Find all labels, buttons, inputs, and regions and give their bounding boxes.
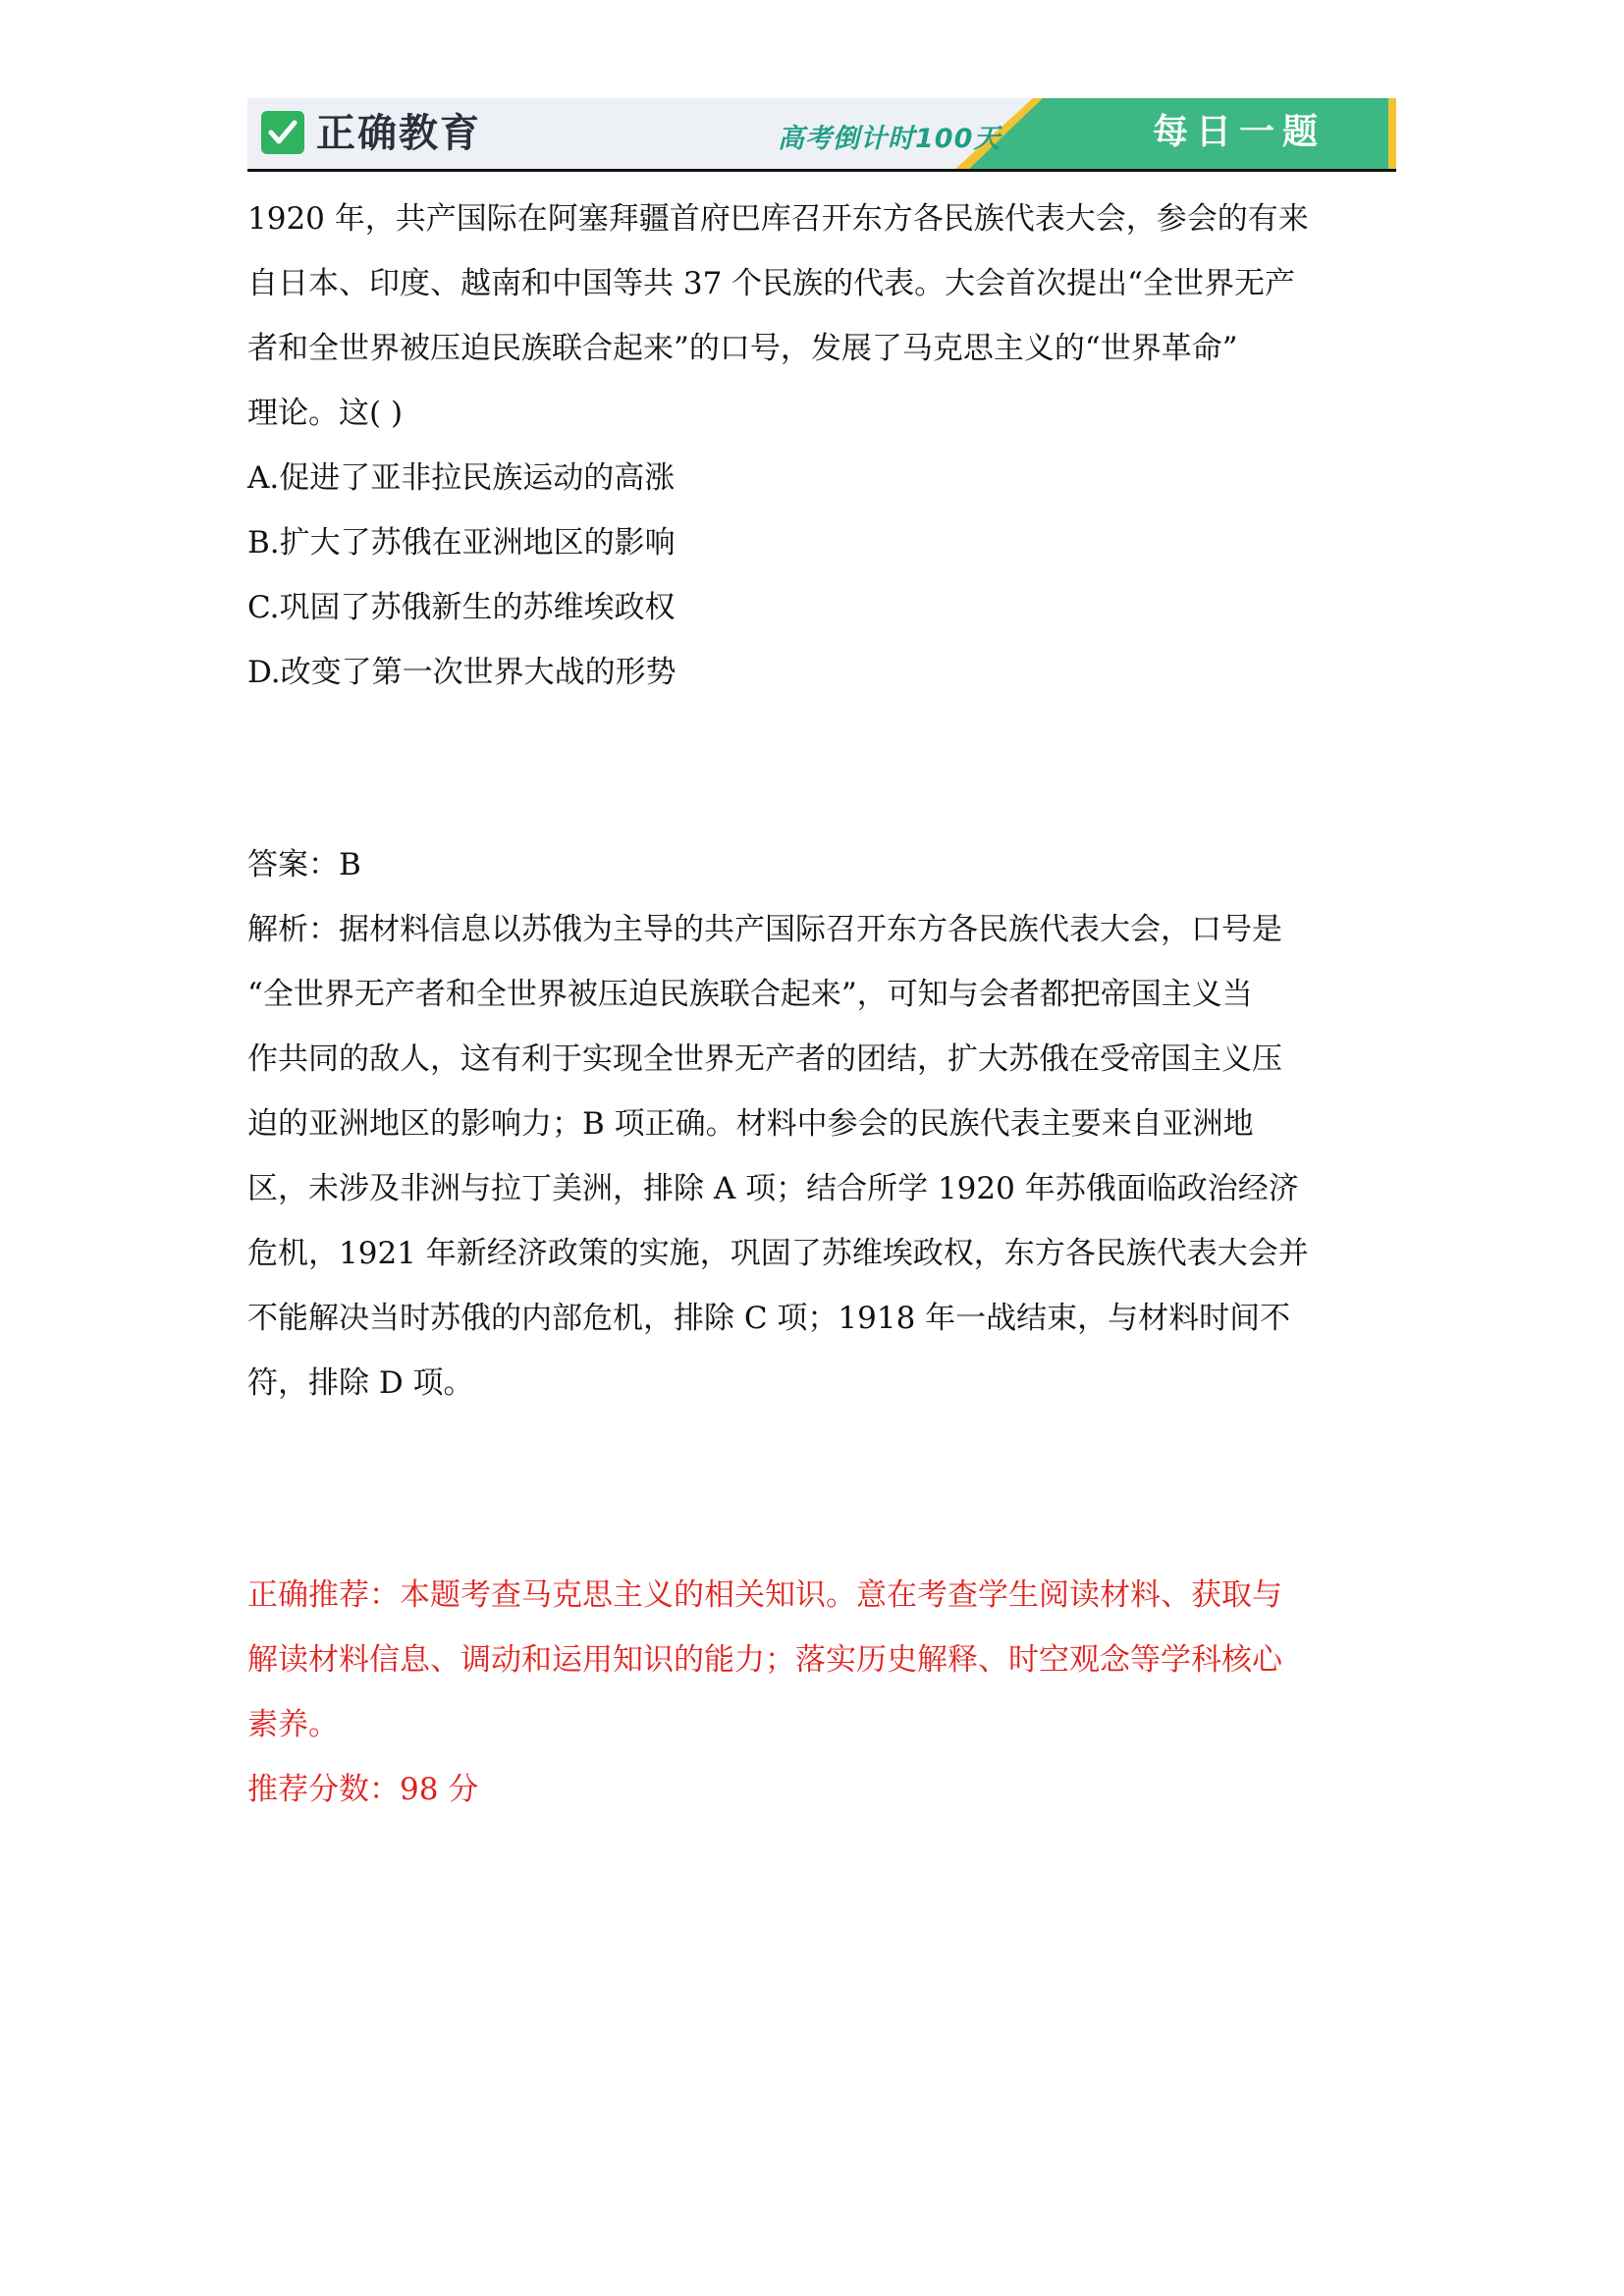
- option-c: C.巩固了苏俄新生的苏维埃政权: [247, 590, 676, 625]
- checkmark-icon: [261, 111, 304, 154]
- recommendation-line: 素养。: [247, 1707, 339, 1742]
- recommendation-section: [247, 1563, 1386, 1822]
- analysis-line: 作共同的敌人，这有利于实现全世界无产者的团结，扩大苏俄在受帝国主义压: [247, 1041, 1282, 1077]
- analysis-line: “全世界无产者和全世界被压迫民族联合起来”，可知与会者都把帝国主义当: [247, 977, 1253, 1012]
- question-stem: [247, 187, 1386, 446]
- brand-name: 正确教育: [316, 111, 481, 156]
- spacer: [247, 1415, 1386, 1563]
- header-rule: [247, 169, 1396, 172]
- stem-line: 理论。这( ): [247, 396, 404, 431]
- recommended-score: 推荐分数：98 分: [247, 1772, 479, 1807]
- analysis-line: 区，未涉及非洲与拉丁美洲，排除 A 项；结合所学 1920 年苏俄面临政治经济: [247, 1171, 1299, 1206]
- daily-question-title: 每日一题: [1153, 112, 1326, 152]
- option-d: D.改变了第一次世界大战的形势: [247, 655, 677, 690]
- option-a: A.促进了亚非拉民族运动的高涨: [247, 460, 676, 496]
- recommendation-line: 解读材料信息、调动和运用知识的能力；落实历史解释、时空观念等学科核心: [247, 1642, 1282, 1678]
- countdown-text: 高考倒计时100天: [778, 124, 1001, 154]
- options-list: [247, 446, 1386, 705]
- stem-line: 1920 年，共产国际在阿塞拜疆首府巴库召开东方各民族代表大会，参会的有来: [247, 201, 1309, 237]
- answer-label: 答案：B: [247, 847, 361, 882]
- spacer: [247, 705, 1386, 832]
- option-b: B.扩大了苏俄在亚洲地区的影响: [247, 525, 676, 561]
- document-body: [247, 187, 1386, 1822]
- analysis-line: 危机，1921 年新经济政策的实施，巩固了苏维埃政权，东方各民族代表大会并: [247, 1236, 1309, 1271]
- recommendation-line: 正确推荐：本题考查马克思主义的相关知识。意在考查学生阅读材料、获取与: [247, 1577, 1282, 1613]
- analysis-line: 不能解决当时苏俄的内部危机，排除 C 项；1918 年一战结束，与材料时间不: [247, 1301, 1291, 1336]
- analysis-line: 迫的亚洲地区的影响力；B 项正确。材料中参会的民族代表主要来自亚洲地: [247, 1106, 1254, 1142]
- stem-line: 自日本、印度、越南和中国等共 37 个民族的代表。大会首次提出“全世界无产: [247, 266, 1295, 301]
- header-banner: [247, 98, 1396, 170]
- answer-section: [247, 832, 1386, 1415]
- analysis-line: 符，排除 D 项。: [247, 1365, 474, 1401]
- analysis-line: 解析：据材料信息以苏俄为主导的共产国际召开东方各民族代表大会，口号是: [247, 912, 1282, 947]
- stem-line: 者和全世界被压迫民族联合起来”的口号，发展了马克思主义的“世界革命”: [247, 331, 1238, 366]
